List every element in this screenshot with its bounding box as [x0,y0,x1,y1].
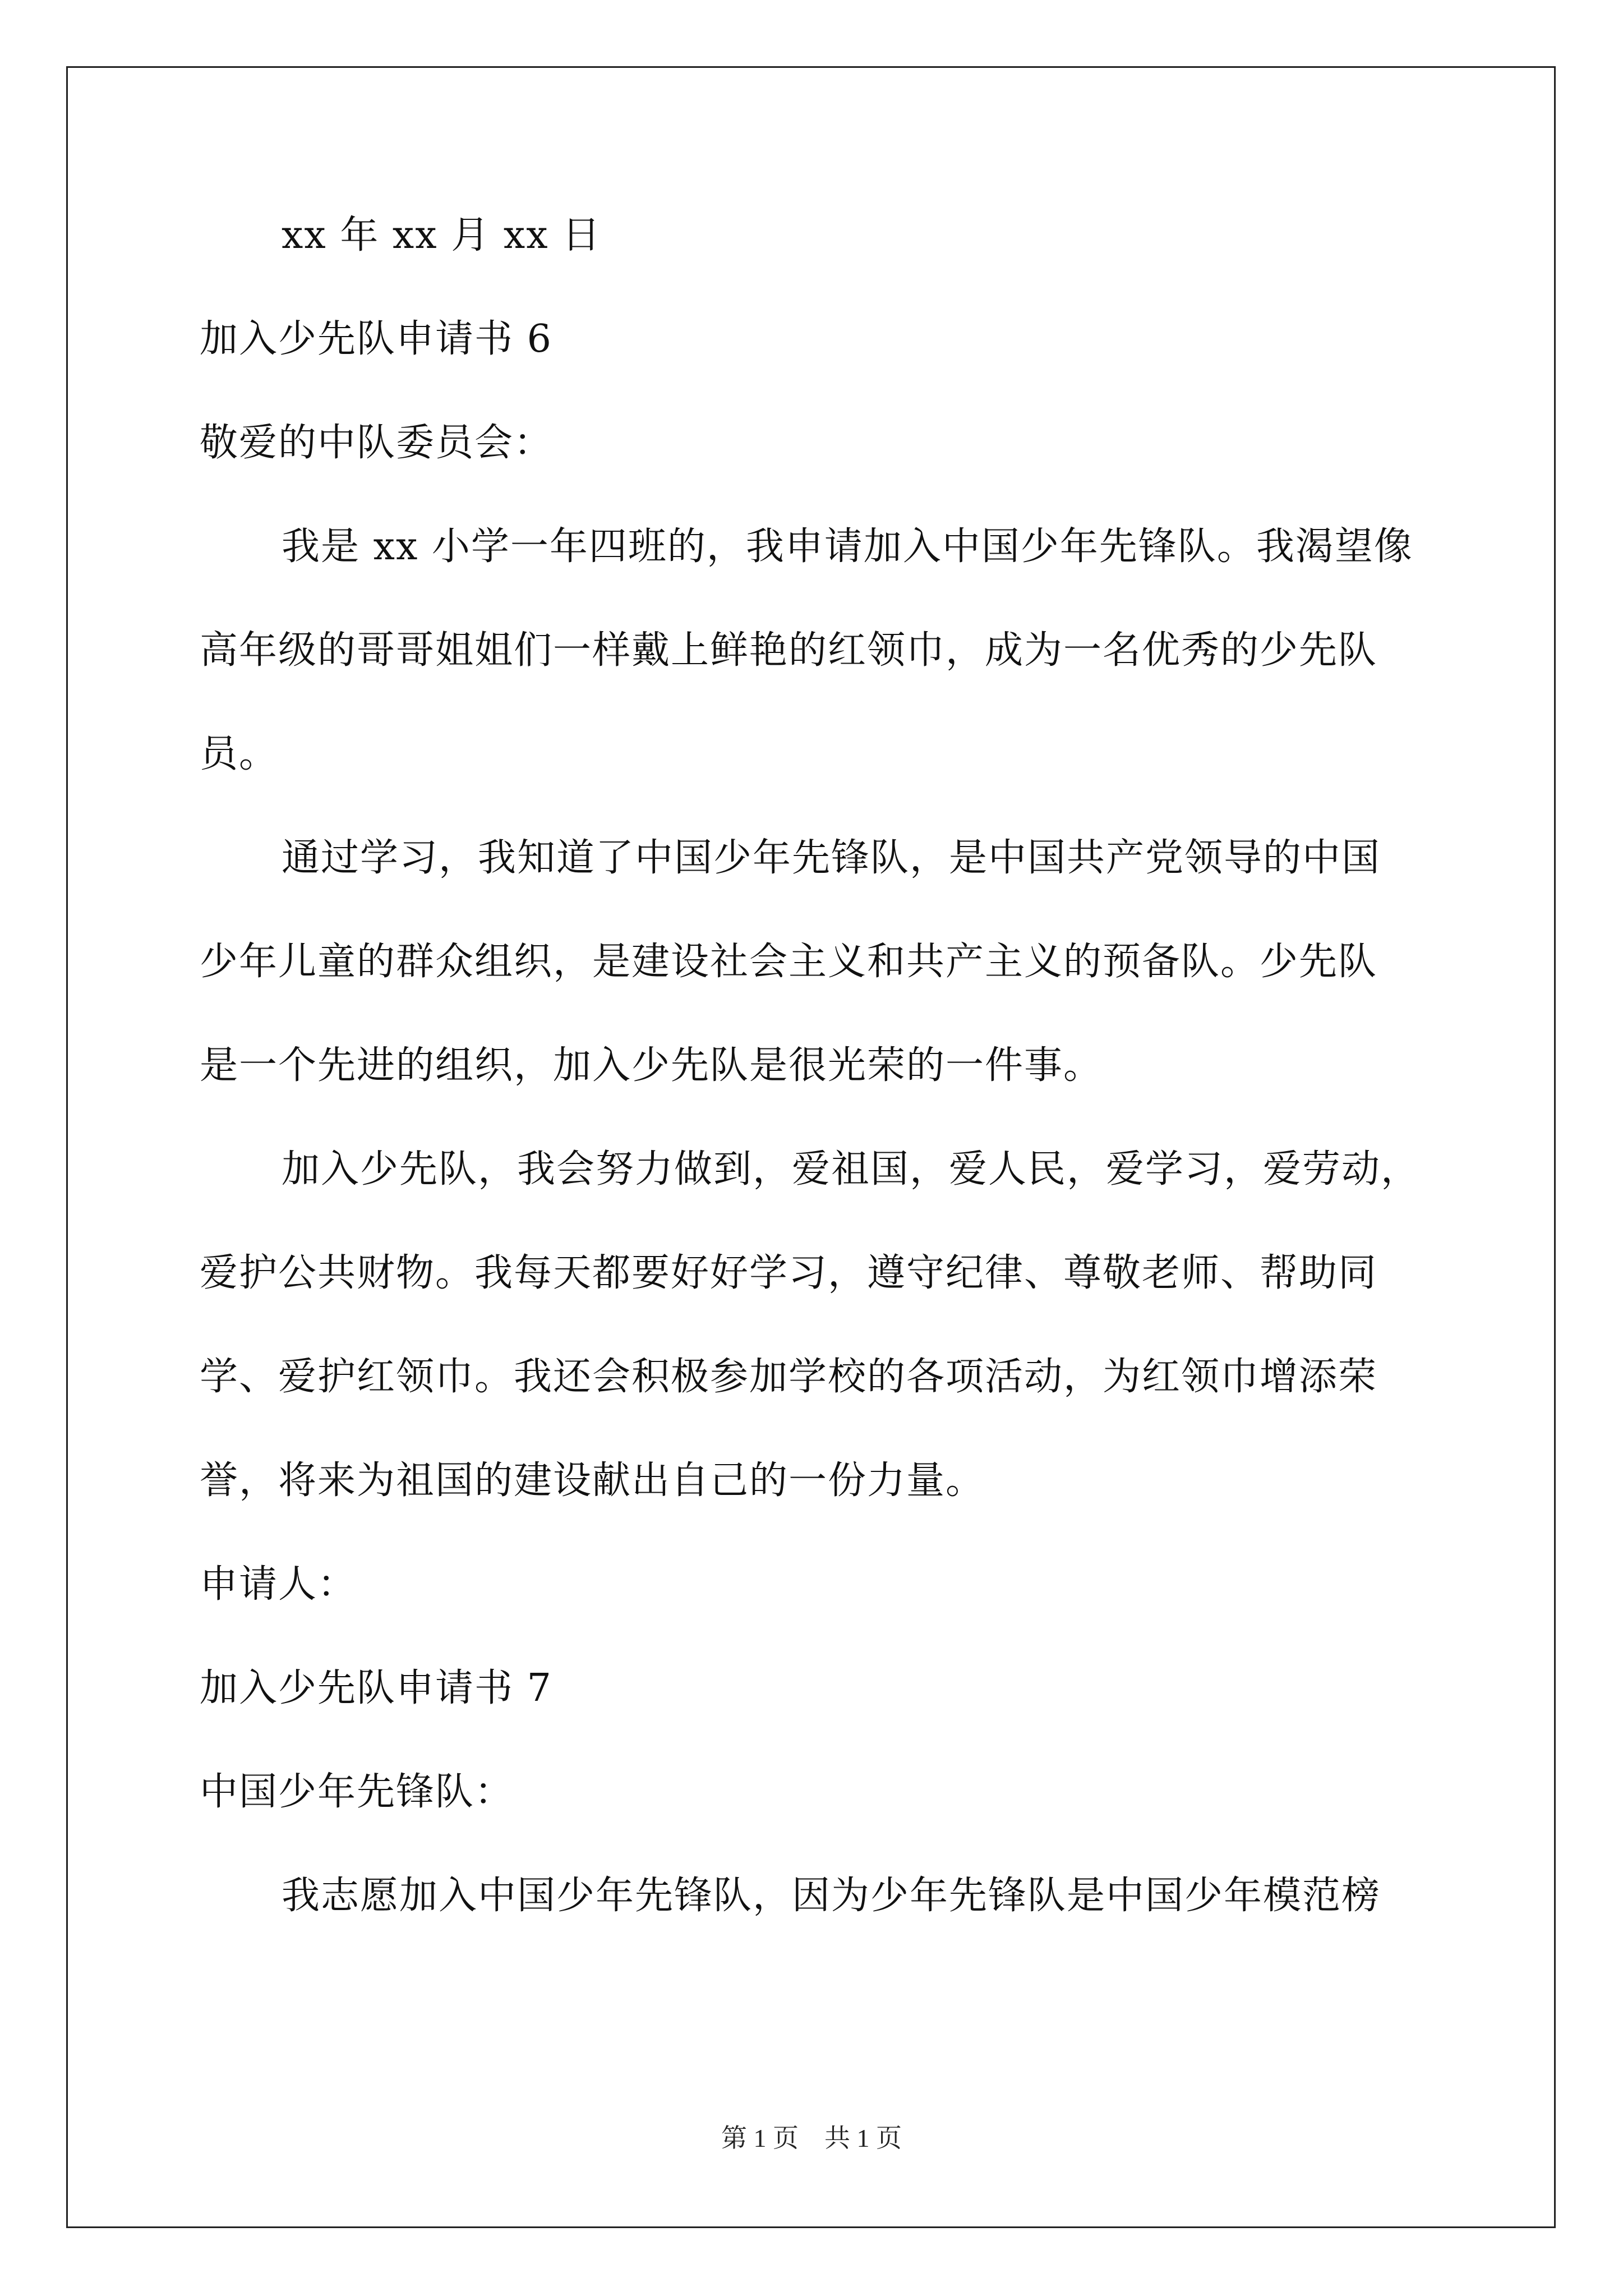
paragraph-line: 誉，将来为祖国的建设献出自己的一份力量。 [200,1458,985,1503]
paragraph-line: 少年儿童的群众组织，是建设社会主义和共产主义的预备队。少先队 [200,940,1378,984]
paragraph-line: 我是 xx 小学一年四班的，我申请加入中国少年先锋队。我渴望像 [282,524,1413,569]
section-heading: 加入少先队申请书 6 [200,317,552,361]
section-heading: 加入少先队申请书 7 [200,1666,552,1710]
paragraph-line: 高年级的哥哥姐姐们一样戴上鲜艳的红领巾，成为一名优秀的少先队 [200,628,1378,673]
applicant-label: 申请人： [200,1562,357,1607]
paragraph-line: 加入少先队，我会努力做到，爱祖国，爱人民，爱学习，爱劳动， [282,1147,1421,1191]
paragraph-line: 学、爱护红领巾。我还会积极参加学校的各项活动，为红领巾增添荣 [200,1355,1378,1399]
paragraph-line: 是一个先进的组织，加入少先队是很光荣的一件事。 [200,1043,1103,1088]
paragraph-line: 爱护公共财物。我每天都要好好学习，遵守纪律、尊敬老师、帮助同 [200,1251,1378,1295]
paragraph-line: 我志愿加入中国少年先锋队，因为少年先锋队是中国少年模范榜 [282,1874,1381,1918]
date-line: xx 年 xx 月 xx 日 [282,213,602,257]
page-footer: 第 1 页 共 1 页 [721,2124,902,2152]
paragraph-line: 员。 [200,732,279,776]
salutation: 敬爱的中队委员会： [200,421,554,465]
paragraph-line: 通过学习，我知道了中国少年先锋队，是中国共产党领导的中国 [282,836,1381,880]
salutation: 中国少年先锋队： [200,1770,514,1814]
